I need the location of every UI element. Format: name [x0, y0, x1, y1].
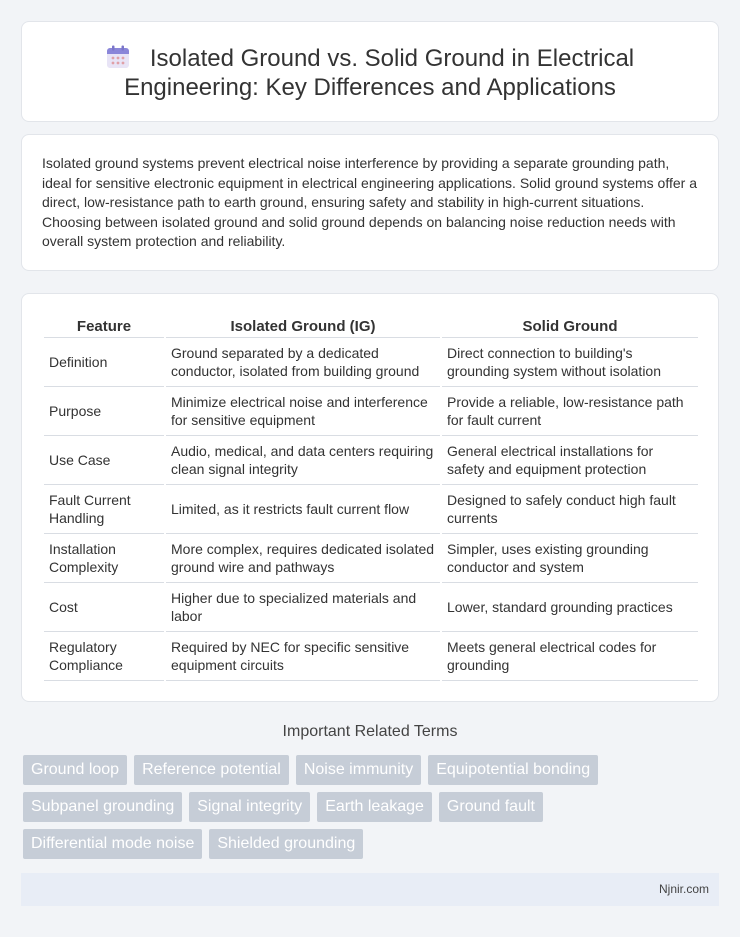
- table-row: [44, 534, 698, 583]
- table-row: [44, 485, 698, 534]
- tag-shielded-grounding[interactable]: Shielded grounding: [209, 829, 363, 859]
- isolated-ground-cell: Minimize electrical noise and interference for sensitive equipment: [166, 387, 440, 436]
- title-card: [21, 21, 719, 122]
- intro-card: [21, 134, 719, 271]
- solid-ground-cell: Designed to safely conduct high fault currents: [442, 485, 698, 534]
- comparison-table: [42, 316, 700, 681]
- feature-cell: Use Case: [44, 436, 164, 485]
- title-text: Isolated Ground vs. Solid Ground in Electrical Engineering: Key Differences and Applications: [124, 45, 635, 101]
- header-feature: Feature: [44, 316, 164, 338]
- feature-cell: Regulatory Compliance: [44, 632, 164, 681]
- solid-ground-cell: Simpler, uses existing grounding conductor and system: [442, 534, 698, 583]
- related-terms-title: Important Related Terms: [282, 723, 458, 740]
- isolated-ground-cell: Audio, medical, and data centers requiring clean signal integrity: [166, 436, 440, 485]
- tag-subpanel-grounding[interactable]: Subpanel grounding: [23, 792, 182, 822]
- comparison-card: [21, 293, 719, 702]
- page-title: [22, 44, 718, 102]
- isolated-ground-cell: More complex, requires dedicated isolated ground wire and pathways: [166, 534, 440, 583]
- solid-ground-cell: Meets general electrical codes for grounding: [442, 632, 698, 681]
- table-row: [44, 632, 698, 681]
- tag-row: [23, 755, 723, 785]
- feature-cell: Fault Current Handling: [44, 485, 164, 534]
- tag-reference-potential[interactable]: Reference potential: [134, 755, 289, 785]
- tag-ground-loop[interactable]: Ground loop: [23, 755, 127, 785]
- feature-cell: Installation Complexity: [44, 534, 164, 583]
- tag-signal-integrity[interactable]: Signal integrity: [189, 792, 310, 822]
- isolated-ground-cell: Required by NEC for specific sensitive equipment circuits: [166, 632, 440, 681]
- tag-earth-leakage[interactable]: Earth leakage: [317, 792, 432, 822]
- table-row: [44, 387, 698, 436]
- isolated-ground-cell: Limited, as it restricts fault current flow: [166, 485, 440, 534]
- calendar-icon: [106, 45, 130, 69]
- footer-site[interactable]: Njnir.com: [658, 882, 709, 896]
- solid-ground-cell: Direct connection to building's grounding system without isolation: [442, 338, 698, 387]
- isolated-ground-cell: Ground separated by a dedicated conductor, isolated from building ground: [166, 338, 440, 387]
- header-isolated-ground: Isolated Ground (IG): [166, 316, 440, 338]
- table-row: [44, 583, 698, 632]
- table-row: [44, 338, 698, 387]
- feature-cell: Definition: [44, 338, 164, 387]
- isolated-ground-cell: Higher due to specialized materials and labor: [166, 583, 440, 632]
- footer: [21, 873, 719, 906]
- solid-ground-cell: General electrical installations for safety and equipment protection: [442, 436, 698, 485]
- header-solid-ground: Solid Ground: [442, 316, 698, 338]
- tag-equipotential-bonding[interactable]: Equipotential bonding: [428, 755, 598, 785]
- tag-row: [23, 792, 723, 822]
- tag-row: [23, 829, 723, 859]
- feature-cell: Purpose: [44, 387, 164, 436]
- tag-noise-immunity[interactable]: Noise immunity: [296, 755, 421, 785]
- related-terms-tags: [23, 755, 723, 866]
- solid-ground-cell: Lower, standard grounding practices: [442, 583, 698, 632]
- tag-differential-mode-noise[interactable]: Differential mode noise: [23, 829, 202, 859]
- intro-paragraph: Isolated ground systems prevent electrical noise interference by providing a separate grounding path, ideal for sensitive electronic equipment in electrical engineering applications. Solid ground systems offer a direct, low-resistance path to earth ground, ensuring safety and stability in high-current situations. Choosing between isolated ground and solid ground depends on balancing noise reduction needs with overall system protection and reliability.: [42, 155, 697, 249]
- table-row: [44, 436, 698, 485]
- solid-ground-cell: Provide a reliable, low-resistance path for fault current: [442, 387, 698, 436]
- table-header-row: [44, 316, 698, 338]
- feature-cell: Cost: [44, 583, 164, 632]
- tag-ground-fault[interactable]: Ground fault: [439, 792, 543, 822]
